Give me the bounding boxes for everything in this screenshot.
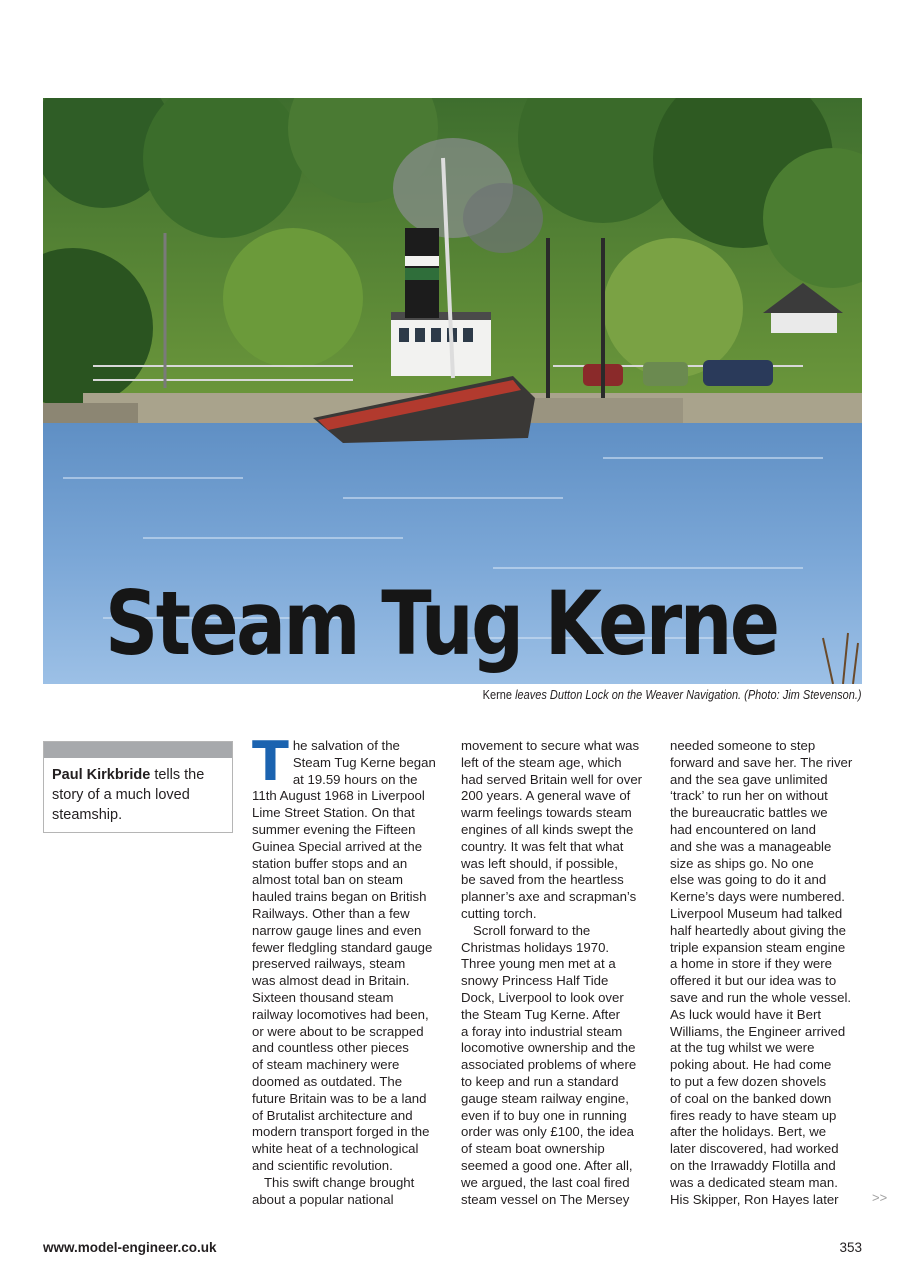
caption-vessel-name: Kerne xyxy=(483,688,513,702)
standfirst-rest: tells the story of a much loved steamship. xyxy=(52,767,205,823)
footer-url: www.model-engineer.co.uk xyxy=(43,1240,217,1255)
drop-cap: T xyxy=(252,730,289,793)
hero-photo xyxy=(43,98,862,684)
continue-arrow-icon: >> xyxy=(872,1190,888,1205)
body-column-3 xyxy=(670,738,860,1208)
standfirst-box xyxy=(43,741,233,833)
paragraph: he salvation of the Steam Tug Kerne began at 19.59 hours on the 11th August 1968 in Liverpool Lime Street Station. On that summer evening the Fifteen Guinea Special arrived at the station buffer stops and an almost total ban on steam hauled trains began on British Railways. Other than a few narrow gauge lines and even fewer fledgling standard gauge preserved railways, steam was almost dead in Britain. Sixteen thousand steam railway locomotives had been, or were about to be scrapped and countless other pieces of steam machinery were doomed as outdated. The future Britain was to be a land of Brutalist architecture and modern transport forged in the white heat of a technological and scientific revolution. xyxy=(252,738,436,1173)
paragraph: needed someone to step forward and save her. The river and the sea gave unlimited ‘track’ to run her on without the bureaucratic battles we had encountered on land and she was a manageable size as ships go. No one else was going to do it and Kerne’s days were numbered. Liverpool Museum had talked half heartedly about giving the triple expansion steam engine a home in store if they were offered it but our idea was to save and run the whole vessel. As luck would have it Bert Williams, the Engineer arrived at the tug whilst we were poking about. He had come to put a few dozen shovels of coal on the banked down fires ready to have steam up after the holidays. Bert, we later discovered, had worked on the Irrawaddy Flotilla and was a dedicated steam man. His Skipper, Ron Hayes later xyxy=(670,738,853,1207)
standfirst-bar xyxy=(44,742,232,758)
paragraph: movement to secure what was left of the steam age, which had served Britain well for over 200 years. A general wave of warm feelings towards steam engines of all kinds swept the country. It was felt that what was left should, if possible, be saved from the heartless planner’s axe and scrapman’s cutting torch. xyxy=(461,738,643,921)
body-column-1 xyxy=(252,730,442,1208)
standfirst-text xyxy=(44,758,232,825)
article-title: Steam Tug Kerne xyxy=(105,572,778,675)
page-number: 353 xyxy=(839,1240,862,1255)
author-name: Paul Kirkbride xyxy=(52,767,151,783)
caption-text: leaves Dutton Lock on the Weaver Navigation. (Photo: Jim Stevenson.) xyxy=(512,688,862,702)
photo-caption xyxy=(483,688,862,702)
paragraph: This swift change brought about a popular national xyxy=(252,1174,415,1207)
body-column-2 xyxy=(461,738,651,1208)
paragraph: Scroll forward to the Christmas holidays 1970. Three young men met at a snowy Princess Half Tide Dock, Liverpool to look over the Steam Tug Kerne. After a foray into industrial steam locomotive ownership and the associated problems of where to keep and run a standard gauge steam railway engine, even if to buy one in running order was only £100, the idea of steam boat ownership seemed a good one. After all, we argued, the last coal fired steam vessel on The Mersey xyxy=(461,922,637,1207)
